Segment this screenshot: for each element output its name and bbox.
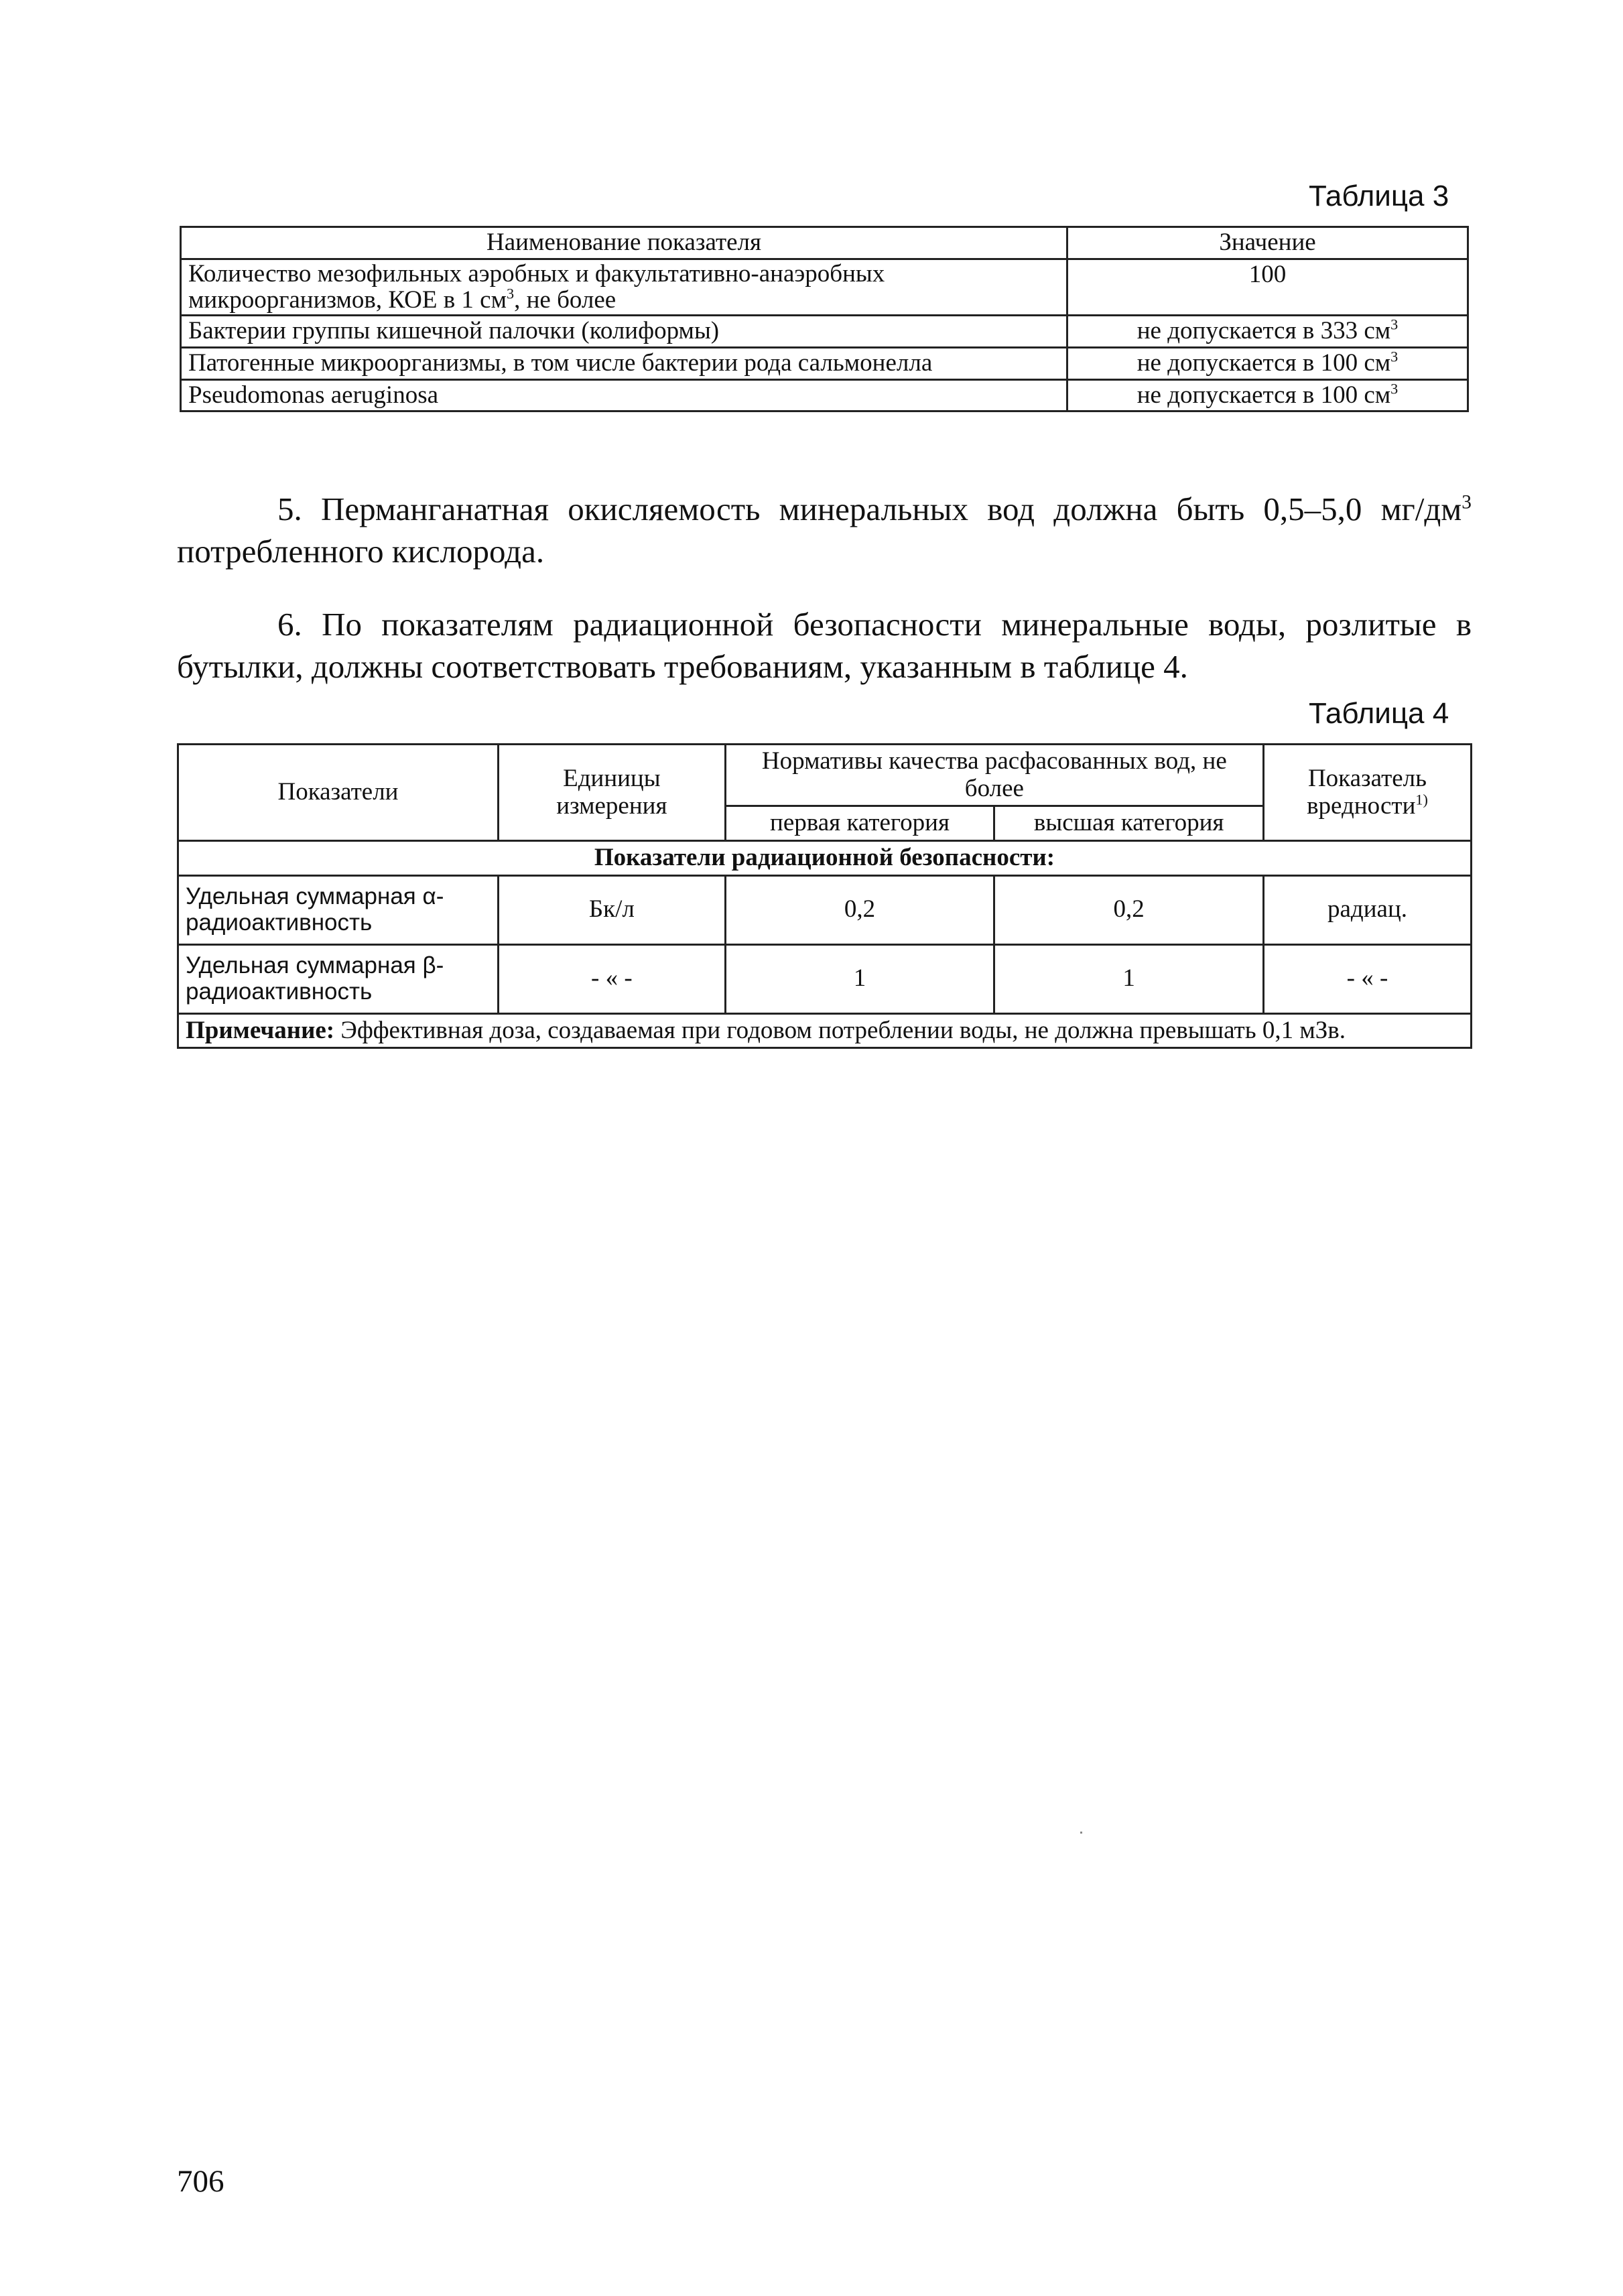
table3-row4-value: не допускается в 100 $см^3$ xyxy=(1067,379,1468,411)
table4-row2-first: 1 xyxy=(725,944,994,1013)
table-3 xyxy=(180,226,1469,412)
table4-header-units: Единицы измерения xyxy=(498,745,725,841)
paragraph-6: 6. По показателям радиационной безопасности минеральные воды, розлитые в бутылки, должны соответствовать требованиям, указанным в таблице 4. xyxy=(177,606,1472,685)
table4-header-first: первая категория xyxy=(725,806,994,841)
table3-row1-value: 100 xyxy=(1067,259,1468,316)
table4-note-label: Примечание: xyxy=(186,1016,335,1044)
table4-note xyxy=(178,1013,1472,1048)
table-row xyxy=(181,379,1468,411)
table-row xyxy=(178,875,1472,944)
table4-header-norms: Нормативы качества расфасованных вод, не более xyxy=(725,745,1263,806)
table4-section-row xyxy=(178,841,1472,876)
table4-row1-harm: радиац. xyxy=(1263,875,1471,944)
table4-section-title: Показатели радиационной безопасности: xyxy=(178,841,1472,876)
table4-row2-unit: - « - xyxy=(498,944,725,1013)
table4-note-text: Эффективная доза, создаваемая при годовом потреблении воды, не должна превышать 0,1 мЗв. xyxy=(334,1016,1346,1044)
scan-speck xyxy=(1080,1832,1082,1834)
table4-header-harm: Показатель вредности$^{1)}$ xyxy=(1263,745,1471,841)
table3-row3-value: не допускается в 100 $см^3$ xyxy=(1067,348,1468,380)
table3-row3-name: Патогенные микроорганизмы, в том числе бактерии рода сальмонелла xyxy=(181,348,1067,380)
table4-header-row1 xyxy=(178,745,1472,806)
table-row xyxy=(181,348,1468,380)
table4-note-row xyxy=(178,1013,1472,1048)
table4-row1-name: Удельная суммарная α-радиоактивность xyxy=(178,875,499,944)
table3-row1-name: Количество мезофильных аэробных и факультативно-анаэробных микроорганизмов, КОЕ в 1 $см^3$, не более xyxy=(181,259,1067,316)
table3-caption: Таблица 3 xyxy=(1309,180,1449,212)
table4-header-indicators: Показатели xyxy=(178,745,499,841)
table-row xyxy=(181,259,1468,316)
table4-row1-highest: 0,2 xyxy=(994,875,1264,944)
table3-row2-name: Бактерии группы кишечной палочки (колиформы) xyxy=(181,316,1067,348)
table3-header-value: Значение xyxy=(1067,227,1468,259)
table4-row1-unit: Бк/л xyxy=(498,875,725,944)
table3-header-name: Наименование показателя xyxy=(181,227,1067,259)
table3-header-row xyxy=(181,227,1468,259)
table-row xyxy=(178,944,1472,1013)
page-number: 706 xyxy=(177,2164,224,2199)
table4-header-highest: высшая категория xyxy=(994,806,1264,841)
table4-row1-first: 0,2 xyxy=(725,875,994,944)
table3-row4-name: Pseudomonas aeruginosa xyxy=(181,379,1067,411)
table-4 xyxy=(177,743,1472,1049)
table4-row2-name: Удельная суммарная β-радиоактивность xyxy=(178,944,499,1013)
table4-row2-highest: 1 xyxy=(994,944,1264,1013)
table3-row2-value: не допускается в 333 $см^3$ xyxy=(1067,316,1468,348)
table-row xyxy=(181,316,1468,348)
table4-row2-harm: - « - xyxy=(1263,944,1471,1013)
paragraph-5: 5. Перманганатная окисляемость минеральных вод должна быть 0,5–5,0 $мг/дм^3$ потребленного кислорода. xyxy=(177,491,1472,570)
table4-caption: Таблица 4 xyxy=(1309,697,1449,730)
